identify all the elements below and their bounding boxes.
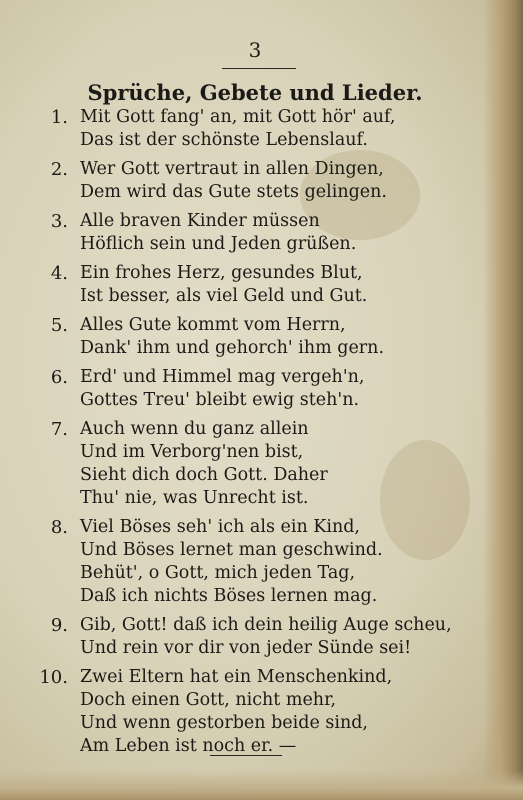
verse-number: 6. xyxy=(50,367,68,388)
verse-entry-9 xyxy=(28,614,468,660)
verse-line: Das ist der schönste Lebenslauf. xyxy=(80,130,368,150)
entries-list xyxy=(28,106,468,758)
verse-number: 5. xyxy=(50,315,68,336)
verse-line: Thu' nie, was Unrecht ist. xyxy=(80,488,309,508)
verse-line: Dank' ihm und gehorch' ihm gern. xyxy=(80,338,385,358)
verse-line: Am Leben ist noch er. — xyxy=(80,736,297,756)
verse-line: Doch einen Gott, nicht mehr, xyxy=(80,690,337,710)
verse-line: Alle braven Kinder müssen xyxy=(80,211,320,231)
verse-line: Und im Verborg'nen bist, xyxy=(80,442,304,462)
verse-line: Ein frohes Herz, gesundes Blut, xyxy=(80,263,363,283)
verse-line: Viel Böses seh' ich als ein Kind, xyxy=(80,517,360,537)
verse-number: 3. xyxy=(50,211,68,232)
verse-line: Dem wird das Gute stets gelingen. xyxy=(80,182,387,202)
verse-line: Auch wenn du ganz allein xyxy=(80,419,309,439)
verse-number: 7. xyxy=(50,419,68,440)
verse-entry-3 xyxy=(28,210,468,256)
verse-entry-4 xyxy=(28,262,468,308)
verse-line: Alles Gute kommt vom Herrn, xyxy=(80,315,346,335)
verse-line: Und wenn gestorben beide sind, xyxy=(80,713,368,733)
verse-line: Höflich sein und Jeden grüßen. xyxy=(80,234,357,254)
top-rule xyxy=(222,68,296,69)
page-number: 3 xyxy=(248,38,262,62)
verse-entry-5 xyxy=(28,314,468,360)
verse-entry-2 xyxy=(28,158,468,204)
verse-line: Sieht dich doch Gott. Daher xyxy=(80,465,328,485)
verse-number: 9. xyxy=(50,615,68,636)
verse-entry-7 xyxy=(28,418,468,510)
verse-entry-1 xyxy=(28,106,468,152)
verse-line: Und Böses lernet man geschwind. xyxy=(80,540,383,560)
verse-entry-10 xyxy=(28,666,468,758)
verse-number: 4. xyxy=(50,263,68,284)
verse-line: Ist besser, als viel Geld und Gut. xyxy=(80,286,368,306)
verse-line: Und rein vor dir von jeder Sünde sei! xyxy=(80,638,412,658)
verse-line: Gottes Treu' bleibt ewig steh'n. xyxy=(80,390,360,410)
verse-line: Gib, Gott! daß ich dein heilig Auge scheu, xyxy=(80,615,452,635)
verse-line: Zwei Eltern hat ein Menschenkind, xyxy=(80,667,393,687)
page-title: Sprüche, Gebete und Lieder. xyxy=(87,80,423,105)
verse-line: Wer Gott vertraut in allen Dingen, xyxy=(80,159,384,179)
verse-line: Erd' und Himmel mag vergeh'n, xyxy=(80,367,365,387)
verse-number: 2. xyxy=(50,159,68,180)
verse-number: 1. xyxy=(50,107,68,128)
verse-entry-6 xyxy=(28,366,468,412)
verse-number: 10. xyxy=(39,667,68,688)
verse-line: Mit Gott fang' an, mit Gott hör' auf, xyxy=(80,107,396,127)
verse-number: 8. xyxy=(50,517,68,538)
verse-line: Behüt', o Gott, mich jeden Tag, xyxy=(80,563,356,583)
verse-entry-8 xyxy=(28,516,468,608)
bottom-rule xyxy=(210,755,282,756)
verse-line: Daß ich nichts Böses lernen mag. xyxy=(80,586,378,606)
